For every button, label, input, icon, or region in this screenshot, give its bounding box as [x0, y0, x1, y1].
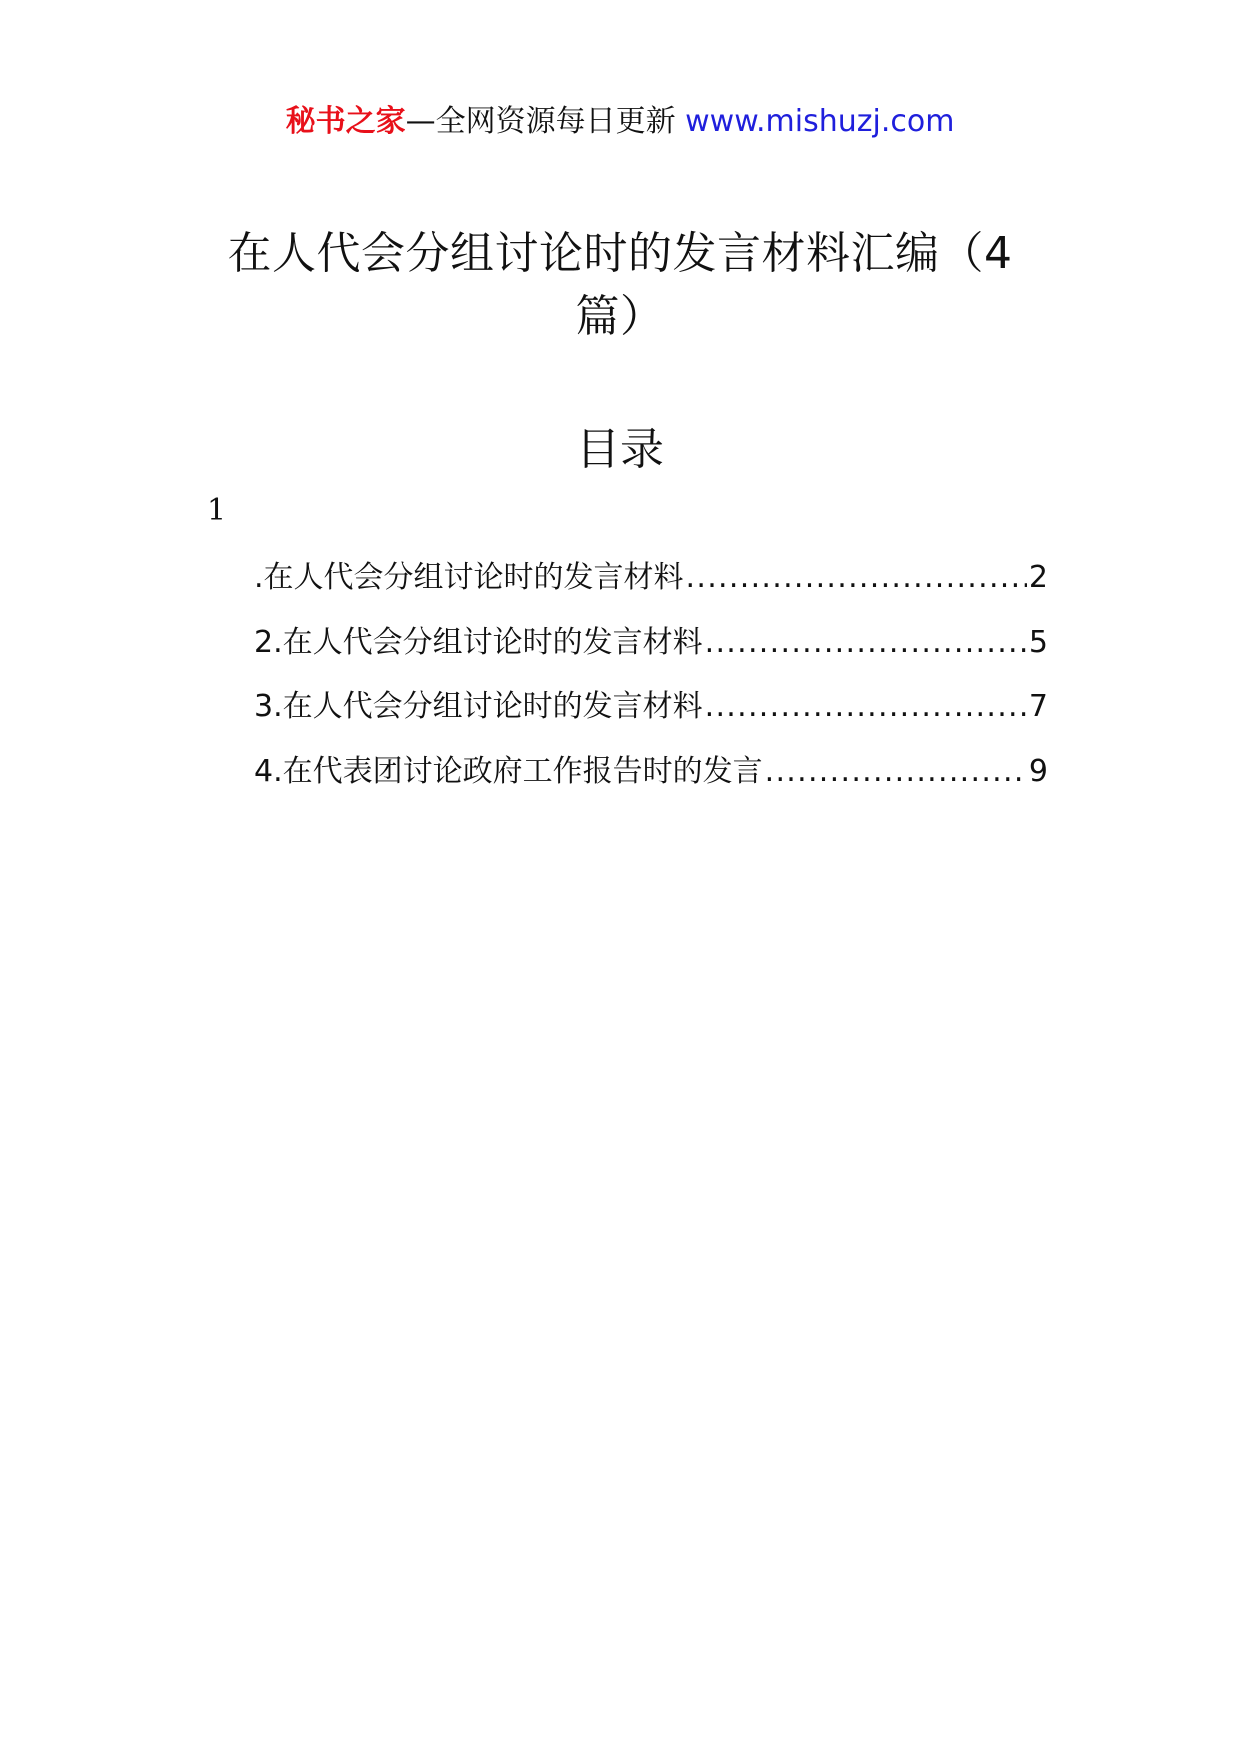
- toc-entry-page: 2: [1028, 560, 1048, 595]
- toc-entry-label: .在人代会分组讨论时的发言材料: [254, 560, 684, 595]
- toc-dot-leader: [705, 685, 1027, 729]
- toc-entry-label: 3.在人代会分组讨论时的发言材料: [254, 689, 703, 724]
- header-tagline: —全网资源每日更新: [405, 104, 676, 139]
- toc-entry-3[interactable]: [254, 685, 1048, 750]
- toc-entry-4[interactable]: [254, 750, 1048, 815]
- toc-entry-label: 4.在代表团讨论政府工作报告时的发言: [254, 753, 763, 789]
- header-banner: [0, 100, 1240, 144]
- toc-entry-label: 2.在人代会分组讨论时的发言材料: [254, 624, 703, 660]
- toc-stray-number: 1: [207, 493, 227, 528]
- toc-entry-page: 9: [1028, 753, 1048, 789]
- brand-name: 秘书之家: [285, 104, 406, 139]
- site-url-link[interactable]: www.mishuzj.com: [685, 104, 955, 139]
- toc-dot-leader: [765, 750, 1027, 794]
- toc-entry-page: 5: [1028, 624, 1048, 660]
- toc-list: [254, 556, 1048, 814]
- toc-entry-page: 7: [1028, 689, 1048, 724]
- document-title: 在人代会分组讨论时的发言材料汇编（4篇）: [227, 228, 1013, 342]
- toc-heading: 目录: [576, 424, 664, 475]
- toc-dot-leader: [705, 621, 1027, 665]
- toc-dot-leader: [686, 556, 1027, 600]
- toc-entry-1[interactable]: [254, 556, 1048, 621]
- toc-entry-2[interactable]: [254, 621, 1048, 686]
